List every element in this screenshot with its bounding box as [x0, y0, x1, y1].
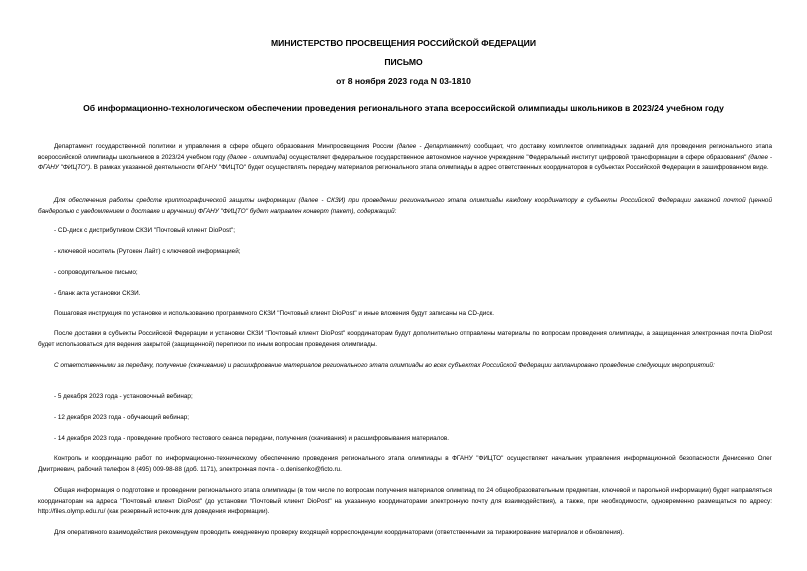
kit-list-item: - CD-диск с дистрибутивом СКЗИ "Почтовый клиент DioPost"; — [54, 227, 235, 234]
event-list-item: - 12 декабря 2023 года - обучающий вебинар; — [54, 414, 190, 421]
document-date-number: от 8 ноября 2023 года N 03-1810 — [336, 76, 471, 86]
ministry-heading: МИНИСТЕРСТВО ПРОСВЕЩЕНИЯ РОССИЙСКОЙ ФЕДЕРАЦИИ — [270, 38, 537, 48]
paragraph-events-intro: С ответственными за передачу, получение (скачивание) и расшифрование материалов регионального этапа олимпиады во всех субъектах Российской Федерации запланировано проведение следующих мероприятий: — [54, 362, 715, 369]
kit-list-item: - сопроводительное письмо; — [54, 269, 138, 276]
document-subject: Об информационно-технологическом обеспечении проведения регионального этапа всероссийской олимпиады школьников в 2023/24 учебном году — [83, 103, 724, 113]
paragraph-skzi-kit: Для обеспечения работы средств криптографической защиты информации (далее - СКЗИ) при проведении регионального этапа олимпиады каждому координатору в субъекты Российской Федерации заказной почтой (ценной бандеролью с уведомлением о доставке и вручении) ФГАНУ "ФИЦТО" будет направлен конверт (пакет), содержащий: — [38, 197, 772, 215]
document-type: ПИСЬМО — [384, 57, 423, 67]
paragraph-general-info: Общая информация о подготовке и проведении регионального этапа олимпиады (в том числе по вопросам получения материалов олимпиад по 24 общеобразовательным предметам, ключевой и парольной информации) будет направляться координаторам на адреса "Почтовый клиент DioPost" (до установки "Почтовый клиент DioPost" на указанную координаторами электронную почту для взаимодействия), а также, при необходимости, одновременно размещаться по адресу: http://files.olymp.edu.ru/ (как резервный источник для доведения информации). — [38, 487, 772, 515]
paragraph-after-delivery: После доставки в субъекты Российской Федерации и установки СКЗИ "Почтовый клиент DioPost" координаторам будут дополнительно отправлены материалы по вопросам проведения олимпиады, а защищенная электронная почта DioPost будет использоваться для ведения закрытой (защищенной) переписки по иным вопросам проведения олимпиады. — [38, 330, 772, 348]
paragraph-intro: Департамент государственной политики и управления в сфере общего образования Минпросвещения России (далее - Департамент) сообщает, что доставку комплектов олимпиадных заданий для проведения регионального этапа всероссийской олимпиады школьников в 2023/24 учебном году (далее - олимпиада) осуществляет федеральное государственное автономное научное учреждение "Федеральный институт цифровой трансформации в сфере образования" (далее - ФГАНУ "ФИЦТО"). В рамках указанной деятельности ФГАНУ "ФИЦТО" будет осуществлять передачу материалов регионального этапа олимпиады в адрес ответственных координаторов в субъектах Российской Федерации в зашифрованном виде. — [38, 143, 772, 171]
event-list-item: - 14 декабря 2023 года - проведение пробного тестового сеанса передачи, получения (скачивания) и расшифровывания материалов. — [54, 435, 450, 442]
kit-list-item: - ключевой носитель (Рутокен Лайт) с ключевой информацией; — [54, 248, 241, 255]
kit-list-item: - бланк акта установки СКЗИ. — [54, 290, 141, 297]
paragraph-contact: Контроль и координацию работ по информационно-техническому обеспечению проведения регионального этапа олимпиады в ФГАНУ "ФИЦТО" осуществляет начальник управления информационной безопасности Денисенко Олег Дмитриевич, рабочий телефон 8 (495) 009-98-88 (доб. 1171), электронная почта - o.denisenko@ficto.ru. — [38, 455, 772, 473]
paragraph-recommendation: Для оперативного взаимодействия рекомендуем проводить ежедневную проверку входящей корреспонденции координаторами (ответственными за тиражирование материалов и обновления). — [54, 529, 625, 536]
event-list-item: - 5 декабря 2023 года - установочный вебинар; — [54, 393, 193, 400]
paragraph-instruction: Пошаговая инструкция по установке и использованию программного СКЗИ "Почтовый клиент DioPost" и иные вложения будут записаны на CD-диск. — [54, 310, 495, 317]
